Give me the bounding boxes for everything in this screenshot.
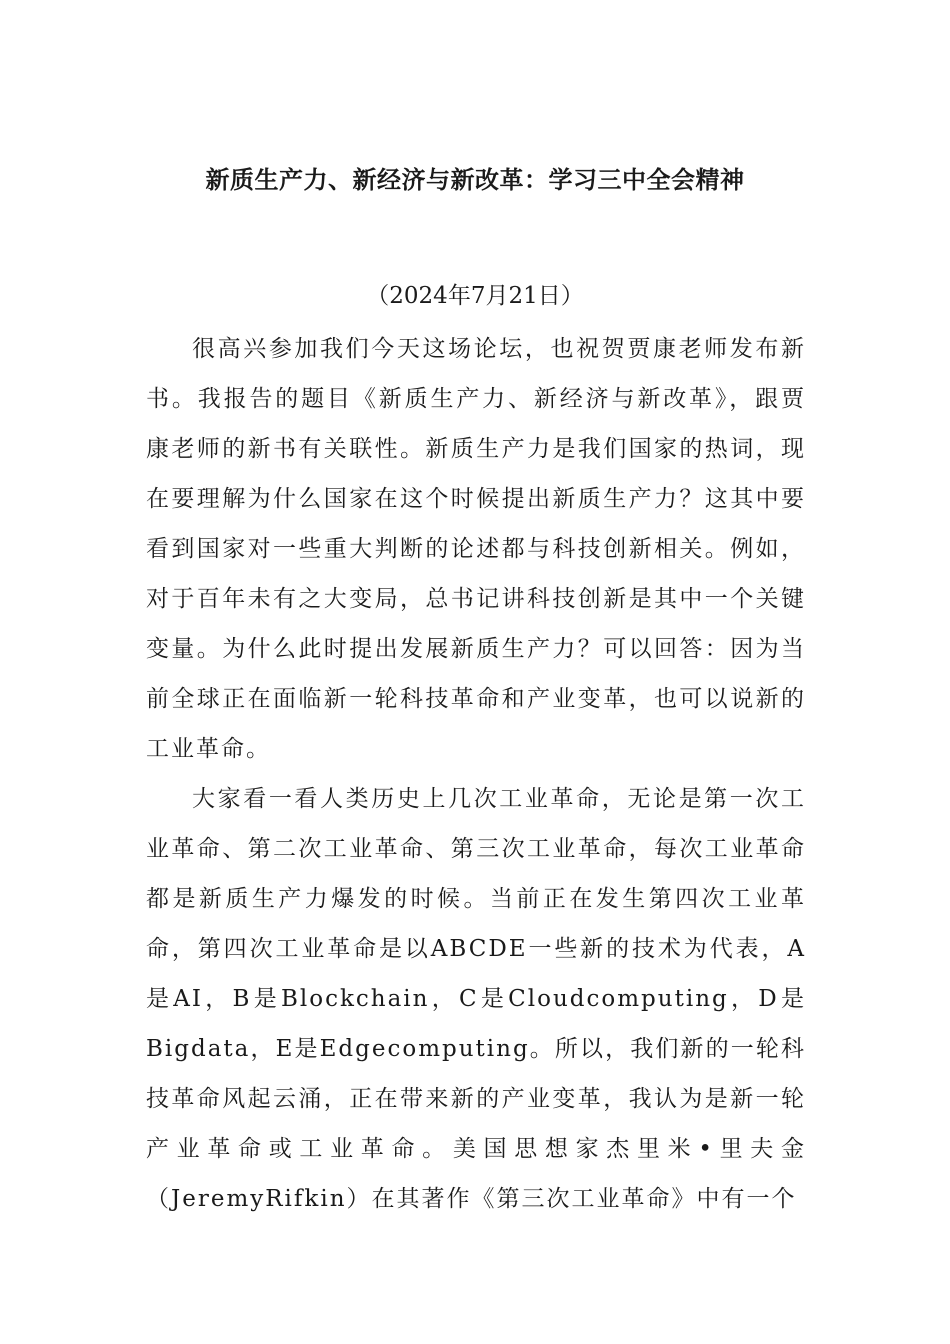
document-body (146, 324, 806, 1224)
document-title: 新质生产力、新经济与新改革：学习三中全会精神 (205, 166, 745, 194)
paragraph: 大家看一看人类历史上几次工业革命，无论是第一次工业革命、第二次工业革命、第三次工业革命，每次工业革命都是新质生产力爆发的时候。当前正在发生第四次工业革命，第四次工业革命是以ABCDE一些新的技术为代表，A是AI，B是Blockchain，C是Cloudcomputing，D是Bigdata，E是Edgecomputing。所以，我们新的一轮科技革命风起云涌，正在带来新的产业变革，我认为是新一轮产业革命或工业革命。美国思想家杰里米•里夫金（JeremyRifkin）在其著作《第三次工业革命》中有一个 (146, 786, 806, 1212)
document-date: （2024年7月21日） (366, 283, 584, 309)
paragraph: 很高兴参加我们今天这场论坛，也祝贺贾康老师发布新书。我报告的题目《新质生产力、新经济与新改革》，跟贾康老师的新书有关联性。新质生产力是我们国家的热词，现在要理解为什么国家在这个时候提出新质生产力？这其中要看到国家对一些重大判断的论述都与科技创新相关。例如，对于百年未有之大变局，总书记讲科技创新是其中一个关键变量。为什么此时提出发展新质生产力？可以回答：因为当前全球正在面临新一轮科技革命和产业变革，也可以说新的工业革命。 (146, 336, 806, 762)
